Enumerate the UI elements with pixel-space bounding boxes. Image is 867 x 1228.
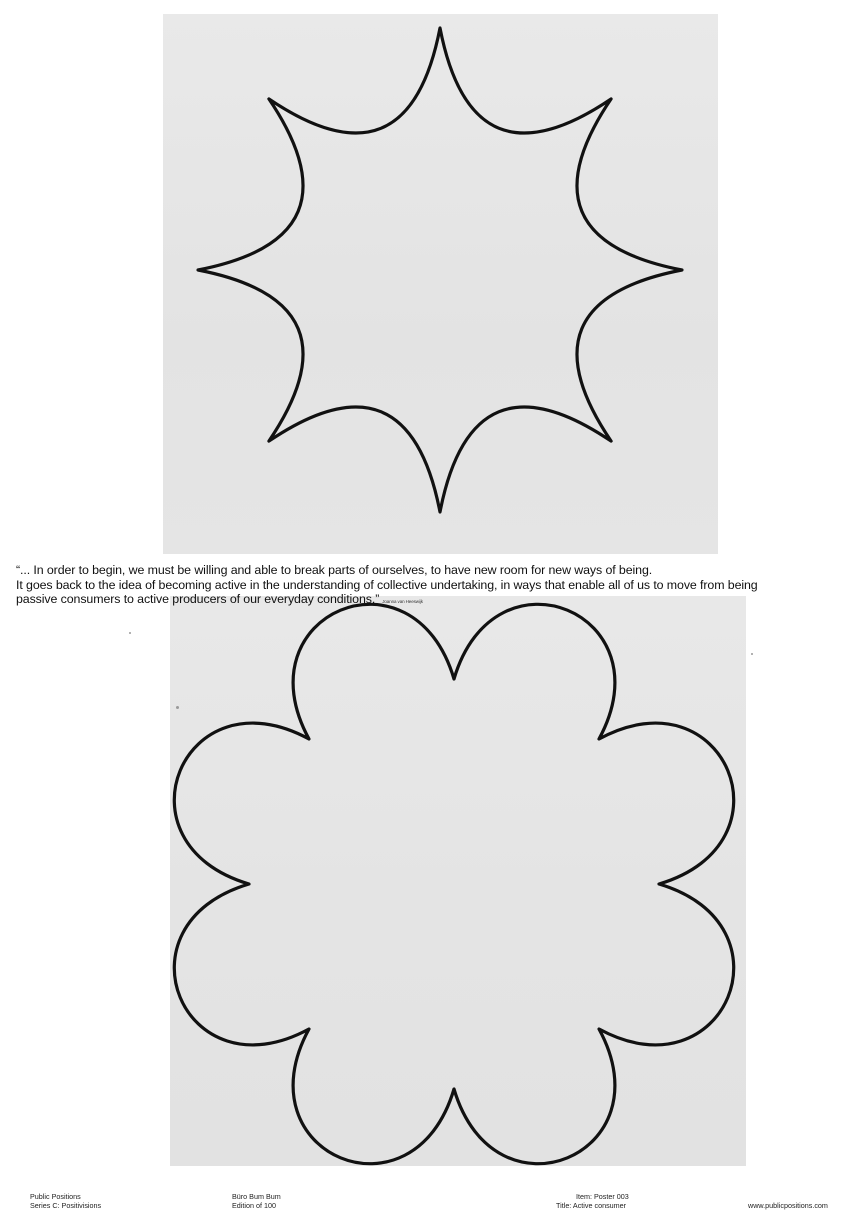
footer-item-block: [556, 1192, 629, 1210]
footer-publisher-block: [30, 1192, 101, 1210]
quote-line-1: “... In order to begin, we must be willing and able to break parts of ourselves, to have new room for new ways of being.: [16, 563, 653, 577]
top-image-panel: [163, 14, 718, 554]
footer-publisher: Public Positions: [30, 1192, 81, 1201]
footer-item: Item: Poster 003: [576, 1192, 629, 1201]
footer-website-block: [748, 1201, 828, 1210]
footer-title: Title: Active consumer: [556, 1201, 627, 1210]
poster-quote: [16, 563, 856, 610]
quote-line-3-text: passive consumers to active producers of our everyday conditions.”: [16, 592, 380, 607]
paper-speck: [751, 653, 753, 655]
footer-studio-block: [232, 1192, 281, 1210]
flower-icon: [170, 596, 746, 1166]
quote-attribution: Joanna van Heeswijk: [382, 599, 423, 605]
footer-edition: Edition of 100: [232, 1201, 276, 1210]
quote-line-2: It goes back to the idea of becoming active in the understanding of collective undertaking, in ways that enable all of us to move from being: [16, 577, 758, 592]
footer-website[interactable]: www.publicpositions.com: [748, 1201, 828, 1210]
eight-pointed-star-icon: [163, 14, 718, 554]
paper-speck: [176, 706, 179, 709]
quote-line-3: [16, 592, 856, 610]
paper-speck: [129, 632, 131, 634]
bottom-image-panel: [170, 596, 746, 1166]
footer-series: Series C: Positivisions: [30, 1201, 102, 1210]
footer-studio: Büro Bum Bum: [232, 1192, 281, 1201]
